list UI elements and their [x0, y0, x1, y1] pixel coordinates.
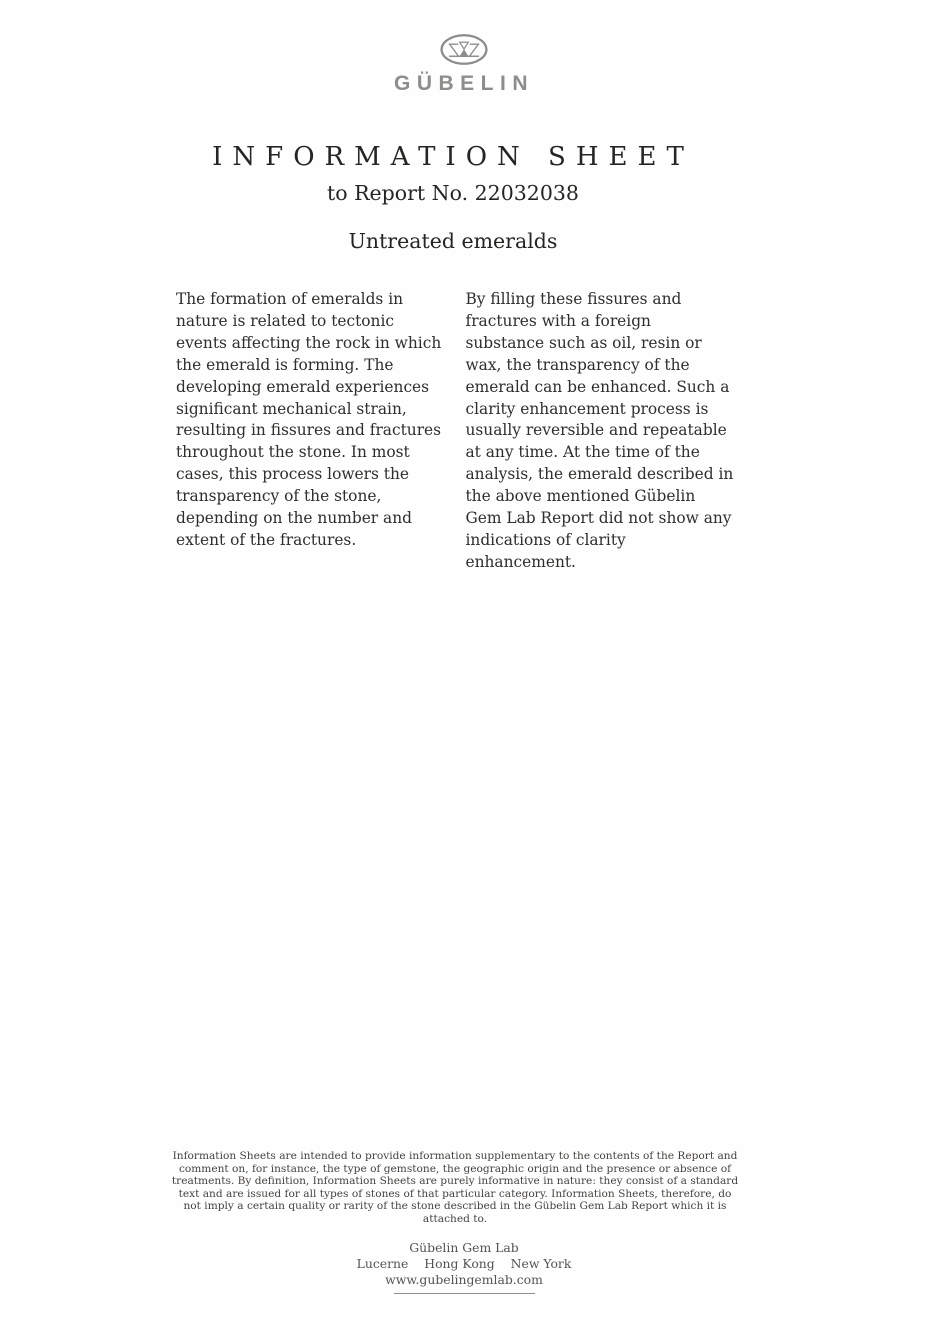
footer-location: New York	[510, 1255, 572, 1271]
section-heading: Untreated emeralds	[348, 229, 558, 253]
footer-location: Hong Kong	[424, 1255, 495, 1271]
page-title: INFORMATION SHEET	[212, 142, 694, 172]
footer-location: Lucerne	[356, 1255, 409, 1271]
body-column-left: The formation of emeralds in nature is related to tectonic events affecting the rock in which the emerald is forming. The developing emerald experiences significant mechanical strain, resulting in fissures and fractures throughout the stone. In most cases, this process lowers the transparency of the stone, depending on the number and extent of the fractures.	[176, 290, 442, 549]
body-columns	[176, 289, 734, 574]
footer-website: www.gubelingemlab.com	[385, 1271, 543, 1287]
footer	[0, 1240, 928, 1294]
gubelin-hourglass-emblem-icon	[439, 33, 489, 70]
footer-rule	[394, 1293, 535, 1294]
brand-wordmark: GÜBELIN	[394, 72, 534, 95]
report-number-line: to Report No. 22032038	[327, 181, 579, 205]
footer-lab-name: Gübelin Gem Lab	[409, 1240, 519, 1255]
title-block	[0, 142, 906, 205]
disclaimer-text: Information Sheets are intended to provide information supplementary to the contents of the Report and comment on, for instance, the type of gemstone, the geographic origin and the presence or absence of treatments. By definition, Information Sheets are purely informative in nature: they consist of a standard text and are issued for all types of stones of that particular category. Information Sheets, therefore, do not imply a certain quality or rarity of the stone described in the Gübelin Gem Lab Report which it is attached to.	[171, 1150, 739, 1225]
footer-locations	[0, 1256, 928, 1272]
body-column-right: By filling these fissures and fractures with a foreign substance such as oil, resin or wax, the transparency of the emerald can be enhanced. Such a clarity enhancement process is usually reversible and repeatable at any time. At the time of the analysis, the emerald described in the above mentioned Gübelin Gem Lab Report did not show any indications of clarity enhancement.	[465, 290, 734, 571]
logo-block	[0, 33, 928, 96]
